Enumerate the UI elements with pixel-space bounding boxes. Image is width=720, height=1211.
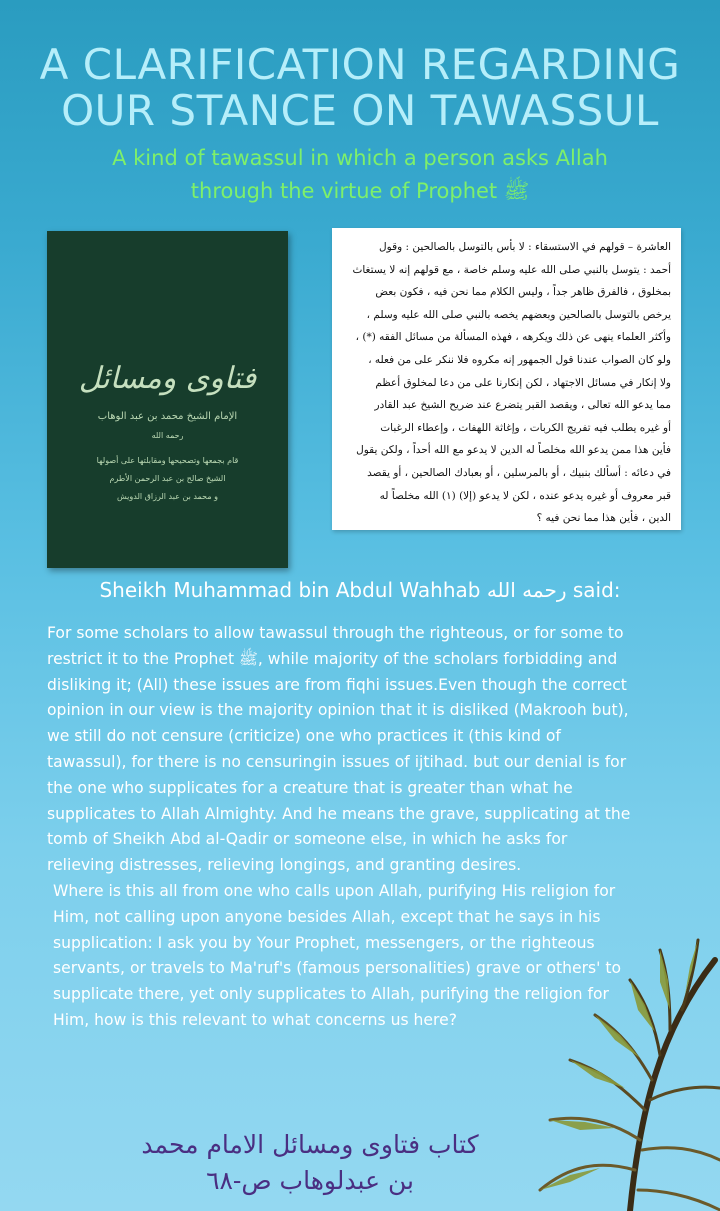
scanned-line: ولا إنكار في مسائل الاجتهاد ، لكن إنكارنا على من دعا لمخلوق أعظم	[375, 376, 671, 389]
book-reference-line-2: بن عبدلوهاب ص-٦٨	[206, 1166, 414, 1195]
subtitle-line-1: A kind of tawassul in which a person asks Allah	[112, 146, 608, 170]
page-subtitle	[40, 142, 680, 208]
book-cover-image	[47, 231, 288, 568]
scanned-page-text	[342, 236, 671, 530]
scanned-line: قبر معروف أو غيره يدعو عنده ، لكن لا يدعو (إلا) (١) الله مخلصاً له	[379, 489, 671, 502]
book-cover-line-2: الشيخ صالح بن عبد الرحمن الأطرم	[109, 474, 226, 483]
quote-paragraph-2: Where is this all from one who calls upon Allah, purifying His religion for Him, not calling upon anyone besides Allah, except that he says in his supplication: I ask you by Your Prophet, messengers, or the righteous servants, or travels to Ma'ruf's (famous personalities) grave or others' to supplicate there, yet only supplicates to Allah, purifying the religion for Him, how is this relevant to what concerns us here?	[53, 881, 622, 1029]
title-line-2: OUR STANCE ON TAWASSUL	[61, 86, 659, 135]
title-line-1: A CLARIFICATION REGARDING	[39, 40, 681, 89]
scanned-line: وأكثر العلماء ينهى عن ذلك ويكرهه ، فهذه المسألة من مسائل الفقه (*) ،	[355, 331, 671, 344]
scanned-line: ولو كان الصواب عندنا قول الجمهور إنه مكروه فلا ننكر على من فعله ،	[368, 353, 671, 366]
book-cover-author: الإمام الشيخ محمد بن عبد الوهاب	[97, 411, 238, 422]
book-cover-line-3: و محمد بن عبد الرزاق الدويش	[116, 492, 219, 501]
book-cover-note: رحمه الله	[151, 431, 184, 440]
subtitle-line-2: through the virtue of Prophet ﷺ	[190, 179, 530, 203]
scanned-line: مما يدعو الله تعالى ، ويقصد القبر يتضرع عند ضريح الشيخ عبد القادر	[374, 399, 671, 412]
palm-frond-decoration	[510, 770, 720, 1211]
book-cover-line-1: قام بجمعها وتصحيحها ومقابلتها على أصولها	[96, 456, 239, 465]
said-label: Sheikh Muhammad bin Abdul Wahhab رحمه الله said:	[99, 578, 621, 602]
scanned-line: الدين ، فأين هذا مما نحن فيه ؟	[536, 512, 671, 525]
book-reference-line-1: كتاب فتاوى ومسائل الامام محمد	[141, 1130, 479, 1159]
scanned-line: فأين هذا ممن يدعو الله مخلصاً له الدين لا يدعو مع الله أحداً ، ولكن يقول	[356, 444, 671, 457]
scanned-page-image	[332, 228, 681, 530]
scanned-line: العاشرة – قولهم في الاستسقاء : لا بأس بالتوسل بالصالحين : وقول	[379, 241, 671, 253]
page-title	[0, 42, 720, 134]
scanned-line: أو غيره يطلب فيه تفريج الكربات ، وإغاثة اللهفات ، وإعطاء الرغبات	[380, 421, 671, 434]
scanned-line: بمخلوق ، فالفرق ظاهر جداً ، وليس الكلام مما نحن فيه ، فكون بعض	[375, 286, 671, 299]
scanned-line: يرخص بالتوسل بالصالحين وبعضهم يخصه بالنبي صلى الله عليه وسلم ،	[366, 308, 671, 321]
book-reference	[90, 1127, 530, 1199]
scanned-line: في دعائه : أسألك بنبيك ، أو بالمرسلين ، أو بعبادك الصالحين ، أو يقصد	[367, 466, 671, 479]
book-cover-title: فتاوى ومسائل	[78, 361, 257, 396]
scanned-line: أحمد : يتوسل بالنبي صلى الله عليه وسلم خاصة ، مع قولهم إنه لا يستغاث	[352, 263, 671, 276]
quote-paragraph-1: For some scholars to allow tawassul through the righteous, or for some to restrict it to the Prophet ﷺ, while majority of the scholars forbidding and disliking it; (All) these issues are from fiqhi issues.Even though the correct opinion in our view is the majority opinion that it is disliked (Makrooh but), we still do not censure (criticize) one who practices it (this kind of tawassul), for there is no censuringin issues of ijtihad. but our denial is for the one who supplicates for a creature that is greater than what he supplicates to Allah Almighty. And he means the grave, supplicating at the tomb of Sheikh Abd al-Qadir or someone else, in which he asks for relieving distresses, relieving longings, and granting desires.	[47, 624, 631, 875]
